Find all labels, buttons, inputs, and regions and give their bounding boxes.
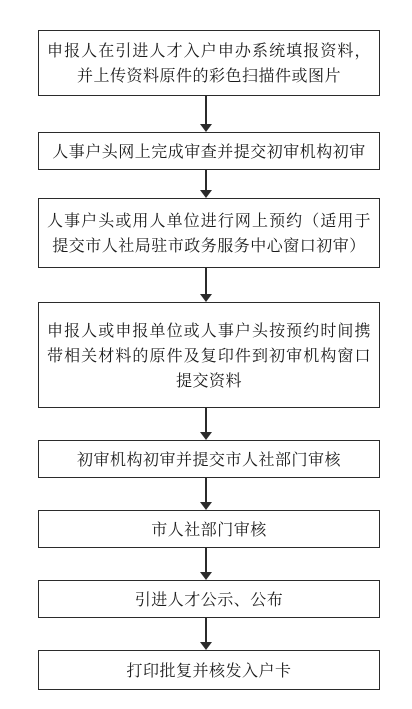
step-label-1: 申报人在引进人才入户申办系统填报资料，并上传资料原件的彩色扫描件或图片: [47, 41, 371, 85]
arrow-down-icon: [200, 170, 212, 198]
step-label-4: 申报人或申报单位或人事户头按预约时间携带相关材料的原件及复印件到初审机构窗口提交资料: [47, 320, 371, 390]
arrow-down-icon: [200, 478, 212, 510]
step-box-4: [38, 302, 380, 408]
step-box-8: [38, 650, 380, 690]
step-label-2: 人事户头网上完成审查并提交初审机构初审: [52, 141, 366, 161]
step-box-5: [38, 440, 380, 478]
arrow-down-icon: [200, 268, 212, 302]
step-label-3: 人事户头或用人单位进行网上预约（适用于提交市人社局驻市政务服务中心窗口初审）: [47, 211, 371, 255]
step-label-7: 引进人才公示、公布: [134, 589, 284, 609]
arrow-down-icon: [200, 618, 212, 650]
arrow-down-icon: [200, 408, 212, 440]
step-label-5: 初审机构初审并提交市人社部门审核: [76, 449, 341, 469]
step-box-1: [38, 30, 380, 96]
step-box-2: [38, 132, 380, 170]
step-box-3: [38, 198, 380, 268]
arrow-down-icon: [200, 548, 212, 580]
step-box-7: [38, 580, 380, 618]
arrow-down-icon: [200, 96, 212, 132]
step-label-6: 市人社部门审核: [151, 519, 267, 539]
step-box-6: [38, 510, 380, 548]
step-label-8: 打印批复并核发入户卡: [126, 660, 292, 680]
